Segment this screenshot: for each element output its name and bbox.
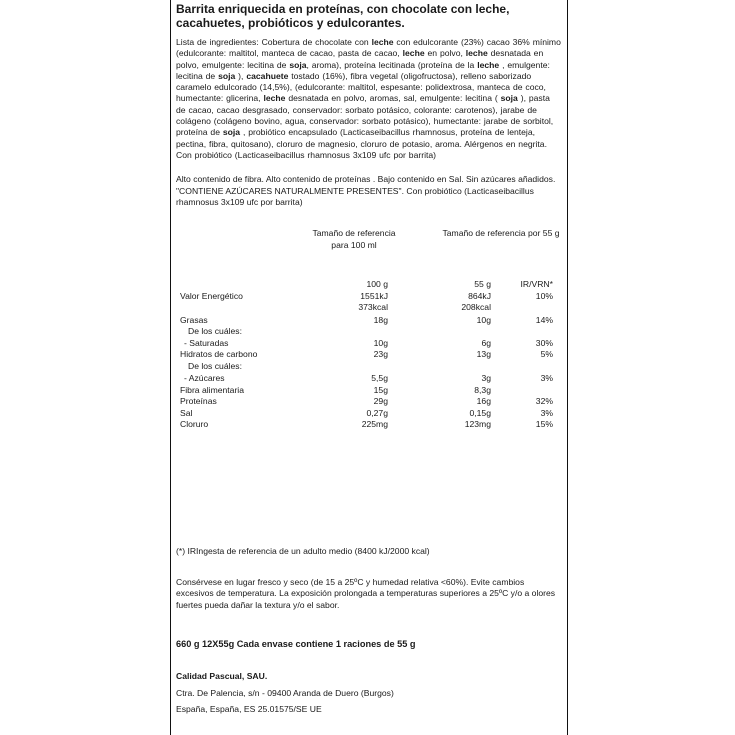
- nutrition-ir: 10%: [535, 291, 553, 302]
- nutrition-row: [176, 408, 561, 419]
- ingredient-text: ), pasta de cacao, cacao desgrasado, conservador: sorbato potásico, colorante: carotenos), jarabe de colágeno (colágeno bovino, agua, conservador: sorbato potásico), humectante: jarabe de sorbitol, proteína de: [176, 93, 554, 138]
- nutrition-label: Valor Energético: [180, 291, 243, 302]
- nutrition-serving: 0,15g: [469, 408, 491, 419]
- nutrition-serving: 123mg: [464, 419, 491, 430]
- nutrition-row: [176, 396, 561, 407]
- ingredient-text: con edulcorante (23%) cacao 36% mínimo (edulcorante: maltitol, manteca de cacao, pasta de cacao,: [176, 37, 561, 59]
- product-title: Barrita enriquecida en proteínas, con chocolate con leche, cacahuetes, probióticos y edulcorantes.: [176, 2, 510, 30]
- ingredient-text: , probiótico encapsulado (Lacticaseibacillus rhamnosus, proteína de lenteja, pectina, fibra, quitosano), cloruro de magnesio, cloruro de potasio, aroma. Alérgenos en negrita. Con probiótico (Lacticaseibacillus rhamnosus 3x109 ufc por barrita): [176, 127, 547, 160]
- allergen-text: soja: [500, 93, 518, 104]
- nutrition-label: - Azúcares: [184, 373, 225, 384]
- nutrition-row: [176, 338, 561, 349]
- ingredient-text: ),: [235, 70, 247, 81]
- nutrition-row: [176, 349, 561, 360]
- nutrition-row: [176, 419, 561, 430]
- nutrition-per100: 5,5g: [371, 373, 388, 384]
- nutrition-label: Cloruro: [180, 419, 209, 430]
- nutrition-per100: 1551kJ: [360, 291, 388, 302]
- units-row: [176, 279, 561, 290]
- nutrition-label: Hidratos de carbono: [180, 349, 258, 360]
- unit-ir: IR/VRN*: [520, 279, 553, 290]
- nutrition-per100: 18g: [373, 315, 388, 326]
- allergen-text: cacahuete: [246, 70, 289, 81]
- nutrition-ir: 5%: [540, 349, 553, 360]
- allergen-text: leche: [402, 48, 425, 59]
- company-address: Ctra. De Palencia, s/n - 09400 Aranda de Duero (Burgos): [176, 687, 394, 698]
- nutrition-label: - Saturadas: [184, 338, 229, 349]
- nutrition-per100: 23g: [373, 349, 388, 360]
- nutrition-ir: 14%: [535, 315, 553, 326]
- nutrition-ir: 32%: [535, 396, 553, 407]
- nutrition-label: Proteínas: [180, 396, 217, 407]
- nutrition-per100: 0,27g: [366, 408, 388, 419]
- unit-serving: 55 g: [474, 279, 491, 290]
- label-content: [176, 3, 561, 433]
- ingredient-text: desnatada en polvo, aromas, sal, emulgente: lecitina (: [285, 93, 501, 104]
- nutrition-row: [176, 326, 561, 337]
- ingredients-list: [176, 37, 561, 161]
- nutrition-per100: 225mg: [361, 419, 388, 430]
- nutrition-row: [176, 361, 561, 372]
- nutrition-serving: 13g: [476, 349, 491, 360]
- ingredient-text: , emulgente: lecitina de: [176, 59, 550, 81]
- nutrition-ir: 3%: [540, 373, 553, 384]
- unit-per100: 100 g: [366, 279, 388, 290]
- ingredient-text: en polvo,: [424, 48, 466, 59]
- allergen-text: leche: [465, 48, 488, 59]
- nutrition-ir: 3%: [540, 408, 553, 419]
- allergen-text: leche: [477, 59, 500, 70]
- nutrition-ir: 30%: [535, 338, 553, 349]
- ir-footnote: (*) IRIngesta de referencia de un adulto medio (8400 kJ/2000 kcal): [176, 546, 430, 556]
- nutrition-serving: 208kcal: [461, 302, 491, 313]
- allergen-text: soja: [218, 70, 236, 81]
- nutrition-table: [176, 228, 561, 433]
- nutrition-serving: 6g: [481, 338, 491, 349]
- nutrition-per100: 15g: [373, 385, 388, 396]
- nutrition-ir: 15%: [535, 419, 553, 430]
- ingredient-text: tostado (16%), fibra vegetal (oligofructosa), relleno saborizado caramelo edulcorado (14,5%), (edulcorante: maltitol, espesante: polidextrosa, manteca de coco, humectante: glicerina,: [176, 70, 546, 104]
- nutrition-row: [176, 291, 561, 302]
- nutrition-claims: Alto contenido de fibra. Alto contenido de proteínas . Bajo contenido en Sal. Sin azúcares añadidos. "CONTIENE AZÚCARES NATURALMENTE PRESENTES". Con probiótico (Lacticaseibacillus rhamnosus 3x109 ufc por barrita): [176, 174, 556, 207]
- nutrition-row: [176, 373, 561, 384]
- nutrition-label: De los cuáles:: [188, 326, 242, 337]
- nutrition-per100: 10g: [373, 338, 388, 349]
- nutrition-row: [176, 302, 561, 313]
- nutrition-row: [176, 385, 561, 396]
- nutrition-label: Fibra alimentaria: [180, 385, 244, 396]
- pack-info: 660 g 12X55g Cada envase contiene 1 raciones de 55 g: [176, 639, 416, 649]
- nutrition-serving: 16g: [476, 396, 491, 407]
- nutrition-serving: 10g: [476, 315, 491, 326]
- storage-instructions: Consérvese en lugar fresco y seco (de 15 a 25ºC y humedad relativa <60%). Evite cambios excesivos de temperatura. La exposición prolongada a temperaturas superiores a 25ºC y/o a olores fuertes pueda dañar la textura y/o el sabor.: [176, 577, 556, 610]
- allergen-text: soja: [222, 127, 241, 138]
- nutrition-label: De los cuáles:: [188, 361, 242, 372]
- ingredient-text: desnatada en polvo, emulgente: lecitina de: [176, 48, 544, 70]
- company-country: España, España, ES 25.01575/SE UE: [176, 704, 322, 714]
- header-ref-100: Tamaño de referencia para 100 ml: [312, 228, 396, 250]
- company-info: [176, 668, 394, 718]
- company-name: Calidad Pascual, SAU.: [176, 671, 268, 681]
- label-panel: [170, 0, 568, 735]
- nutrition-per100: 373kcal: [358, 302, 388, 313]
- nutrition-per100: 29g: [373, 396, 388, 407]
- allergen-text: leche: [263, 93, 286, 104]
- nutrition-label: Grasas: [180, 315, 208, 326]
- nutrition-label: Sal: [180, 408, 193, 419]
- nutrition-serving: 8,3g: [474, 385, 491, 396]
- nutrition-row: [176, 315, 561, 326]
- header-ref-serving: Tamaño de referencia por 55 g: [442, 228, 560, 239]
- ingredient-text: Lista de ingredientes: Cobertura de chocolate con: [176, 37, 372, 47]
- allergen-text: leche: [371, 37, 394, 47]
- allergen-text: soja: [289, 59, 307, 70]
- nutrition-serving: 864kJ: [468, 291, 491, 302]
- ingredient-text: , aroma), proteína lecitinada (proteína de la: [306, 59, 478, 70]
- nutrition-serving: 3g: [481, 373, 491, 384]
